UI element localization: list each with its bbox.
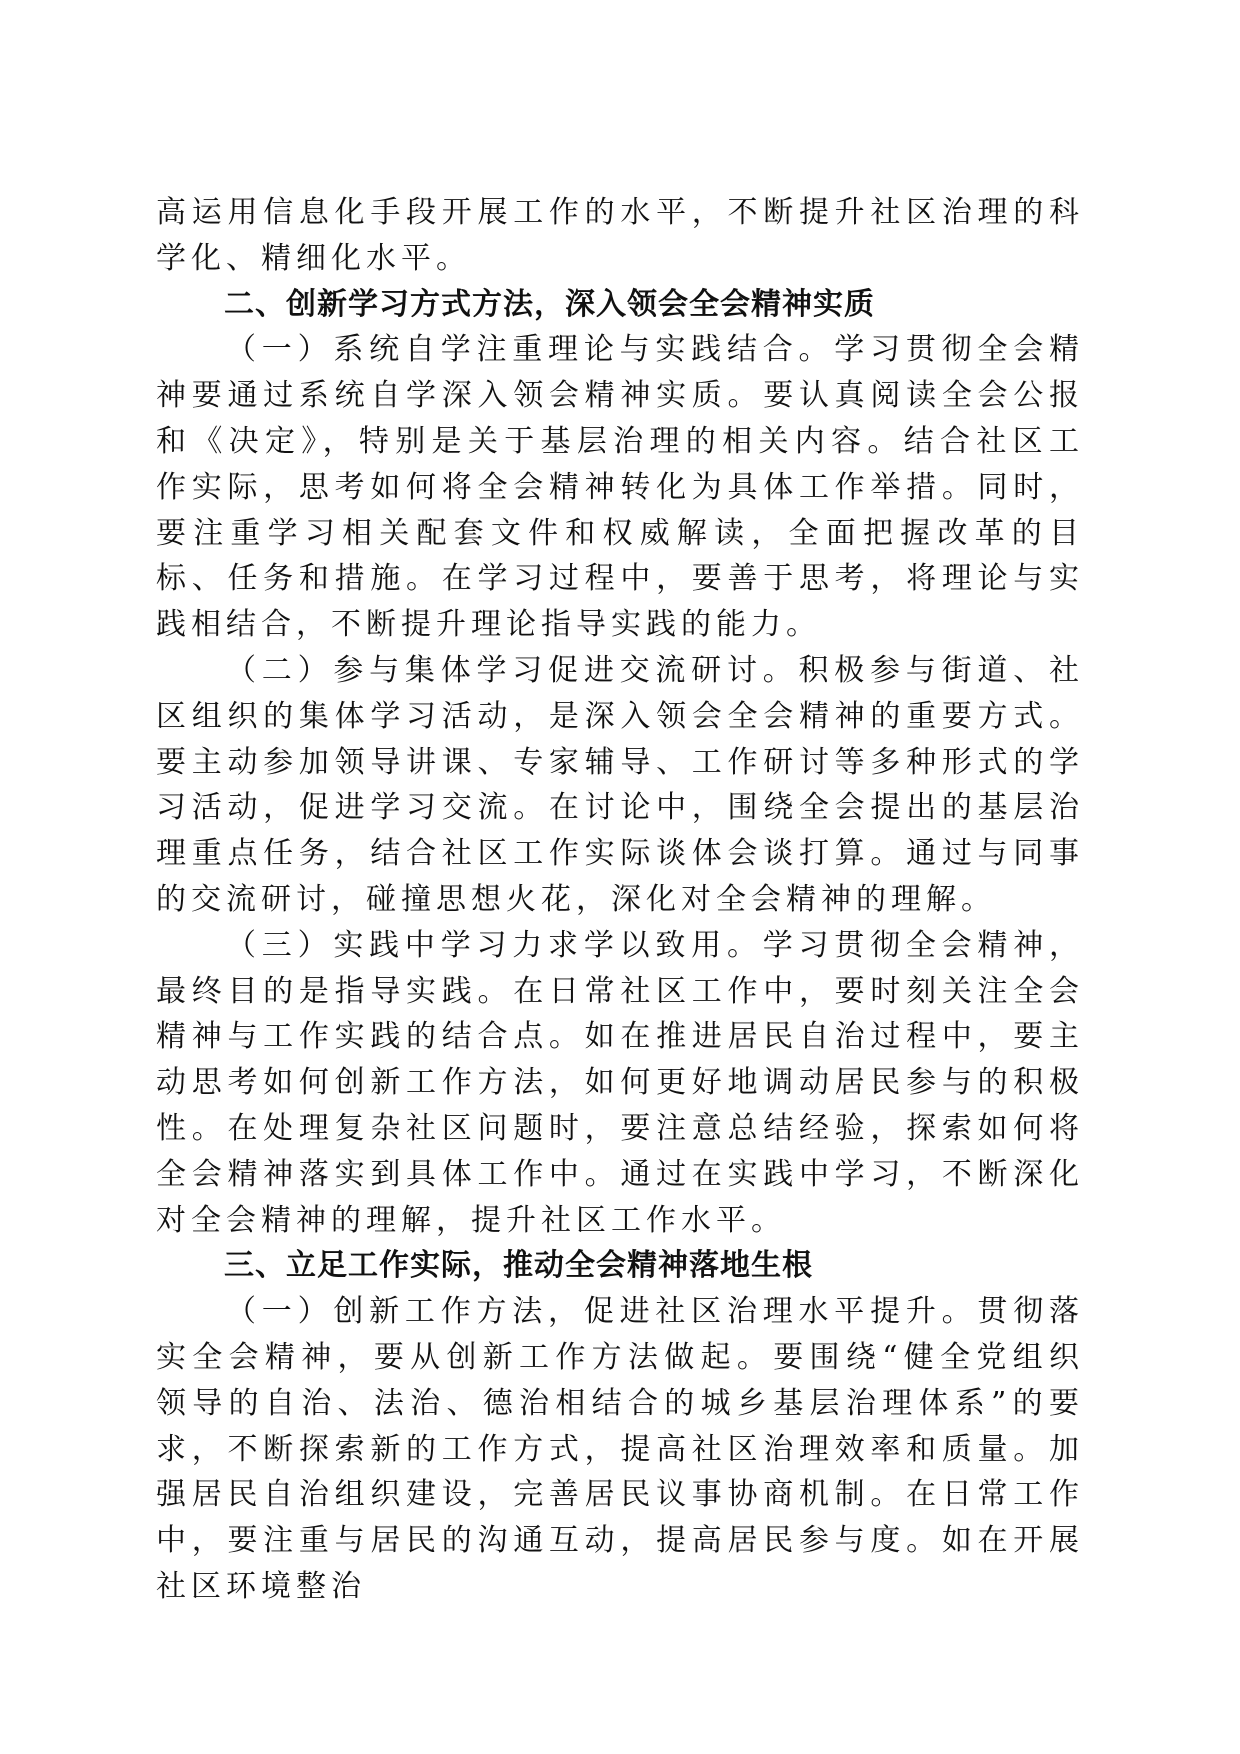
continuation-paragraph: 高运用信息化手段开展工作的水平，不断提升社区治理的科学化、精细化水平。	[156, 195, 1084, 276]
section-two-paragraph-1: （一）系统自学注重理论与实践结合。学习贯彻全会精神要通过系统自学深入领会精神实质。要认真阅读全会公报和《决定》，特别是关于基层治理的相关内容。结合社区工作实际，思考如何将全会精神转化为具体工作举措。同时，要注重学习相关配套文件和权威解读，全面把握改革的目标、任务和措施。在学习过程中，要善于思考，将理论与实践相结合，不断提升理论指导实践的能力。	[156, 332, 1084, 643]
section-two-paragraph-3: （三）实践中学习力求学以致用。学习贯彻全会精神，最终目的是指导实践。在日常社区工作中，要时刻关注全会精神与工作实践的结合点。如在推进居民自治过程中，要主动思考如何创新工作方法，如何更好地调动居民参与的积极性。在处理复杂社区问题时，要注意总结经验，探索如何将全会精神落实到具体工作中。通过在实践中学习，不断深化对全会精神的理解，提升社区工作水平。	[156, 927, 1084, 1238]
document-body	[156, 190, 1084, 1610]
section-three-heading: 三、立足工作实际，推动全会精神落地生根	[224, 1248, 813, 1284]
section-three-paragraph-1: （一）创新工作方法，促进社区治理水平提升。贯彻落实全会精神，要从创新工作方法做起。要围绕“健全党组织领导的自治、法治、德治相结合的城乡基层治理体系”的要求，不断探索新的工作方式，提高社区治理效率和质量。加强居民自治组织建设，完善居民议事协商机制。在日常工作中，要注重与居民的沟通互动，提高居民参与度。如在开展社区环境整治	[156, 1294, 1084, 1604]
section-two-paragraph-2: （二）参与集体学习促进交流研讨。积极参与街道、社区组织的集体学习活动，是深入领会全会精神的重要方式。要主动参加领导讲课、专家辅导、工作研讨等多种形式的学习活动，促进学习交流。在讨论中，围绕全会提出的基层治理重点任务，结合社区工作实际谈体会谈打算。通过与同事的交流研讨，碰撞思想火花，深化对全会精神的理解。	[156, 652, 1084, 917]
section-two-heading: 二、创新学习方式方法，深入领会全会精神实质	[224, 286, 875, 322]
